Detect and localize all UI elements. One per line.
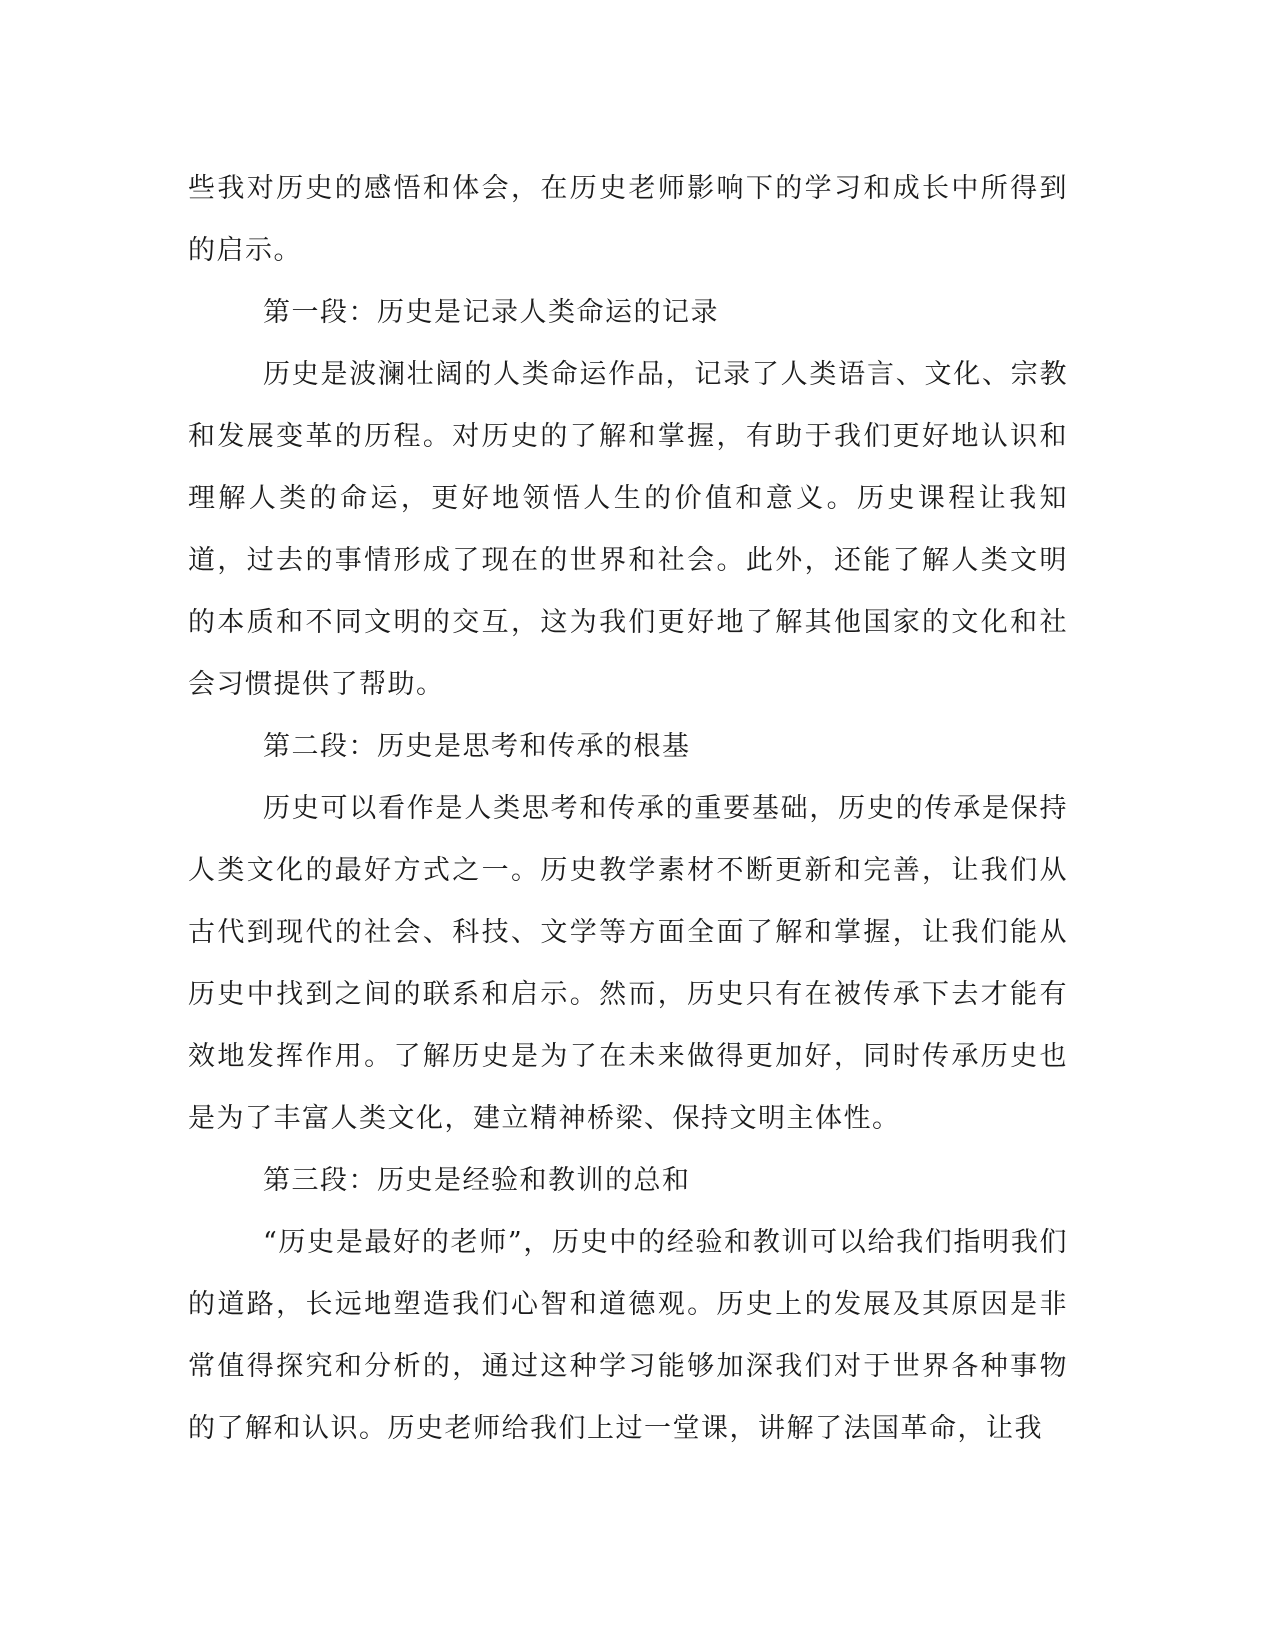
section-heading-1: 第一段：历史是记录人类命运的记录 [263, 297, 719, 328]
paragraph-section-1: 历史是波澜壮阔的人类命运作品，记录了人类语言、文化、宗教和发展变革的历程。对历史的了解和掌握，有助于我们更好地认识和理解人类的命运，更好地领悟人生的价值和意义。历史课程让我知道，过去的事情形成了现在的世界和社会。此外，还能了解人类文明的本质和不同文明的交互，这为我们更好地了解其他国家的文化和社会习惯提供了帮助。 [188, 359, 1068, 700]
paragraph-section-2: 历史可以看作是人类思考和传承的重要基础，历史的传承是保持人类文化的最好方式之一。历史教学素材不断更新和完善，让我们从古代到现代的社会、科技、文学等方面全面了解和掌握，让我们能从历史中找到之间的联系和启示。然而，历史只有在被传承下去才能有效地发挥作用。了解历史是为了在未来做得更加好，同时传承历史也是为了丰富人类文化，建立精神桥梁、保持文明主体性。 [188, 793, 1068, 1134]
paragraph-section-3: “历史是最好的老师”，历史中的经验和教训可以给我们指明我们的道路，长远地塑造我们心智和道德观。历史上的发展及其原因是非常值得探究和分析的，通过这种学习能够加深我们对于世界各种事物的了解和认识。历史老师给我们上过一堂课，讲解了法国革命，让我 [188, 1227, 1068, 1444]
paragraph-continued: 些我对历史的感悟和体会，在历史老师影响下的学习和成长中所得到的启示。 [188, 173, 1068, 266]
section-heading-2: 第二段：历史是思考和传承的根基 [263, 731, 691, 762]
section-heading-3: 第三段：历史是经验和教训的总和 [263, 1165, 691, 1196]
document-body [188, 158, 1068, 1460]
